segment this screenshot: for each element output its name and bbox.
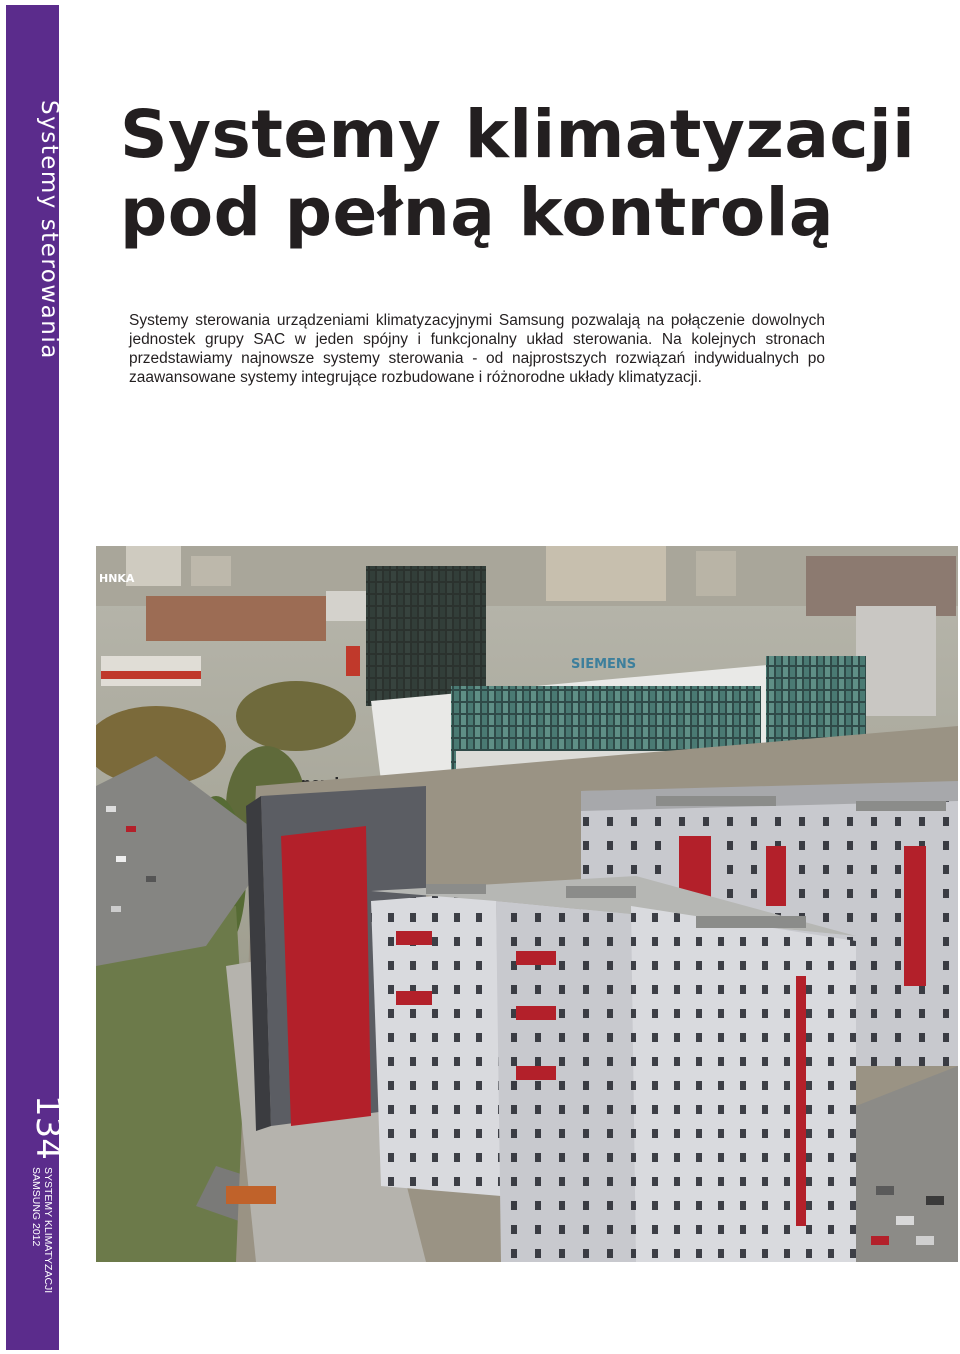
section-title: Systemy sterowania bbox=[36, 100, 62, 360]
building-photo bbox=[96, 546, 958, 1262]
footer-publication bbox=[30, 1167, 54, 1293]
footer-line-1: SYSTEMY KLIMATYZACJI bbox=[42, 1167, 54, 1294]
title-line-1: Systemy klimatyzacji bbox=[120, 96, 916, 173]
intro-paragraph: Systemy sterowania urządzeniami klimatyzacyjnymi Samsung pozwalają na połączenie dowolnych jednostek grupy SAC w jeden spójny i funkcjonalny układ sterowania. Na kolejnych stronach przedstawiamy najnowsze systemy sterowania - od najprostszych rozwiązań indywidualnych po zaawansowane systemy integrujące rozbudowane i różnorodne układy klimatyzacji. bbox=[129, 312, 825, 386]
sidebar bbox=[6, 5, 68, 1350]
hnka-sign: HNKA bbox=[99, 572, 135, 585]
footer-line-2: SAMSUNG 2012 bbox=[30, 1167, 42, 1247]
page-title bbox=[120, 96, 920, 252]
page-number: 134 bbox=[28, 1095, 68, 1160]
siemens-sign: SIEMENS bbox=[571, 657, 637, 672]
title-line-2: pod pełną kontrolą bbox=[120, 174, 834, 251]
